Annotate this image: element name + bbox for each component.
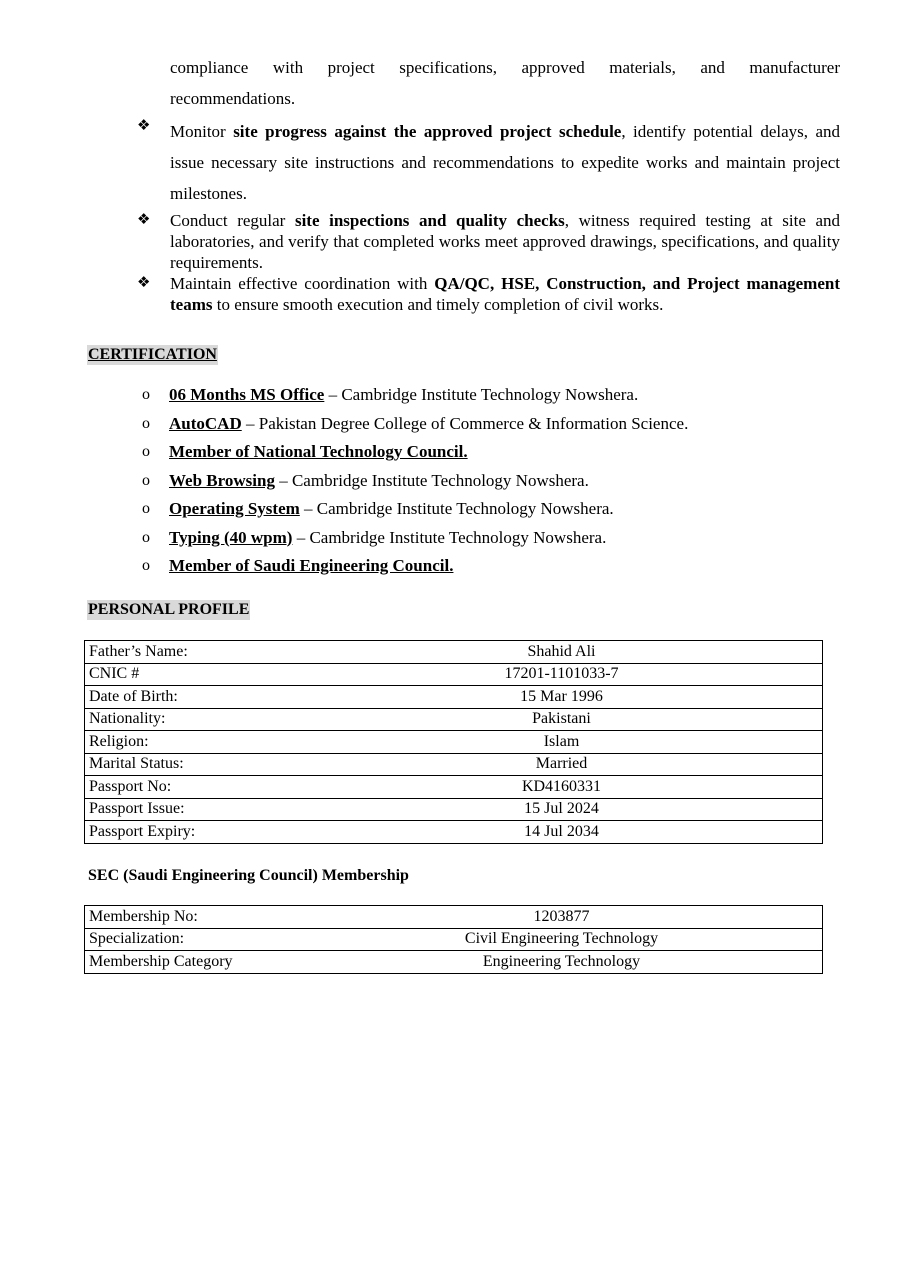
row-label: Membership Category — [85, 951, 302, 974]
row-label: Father’s Name: — [85, 641, 302, 664]
table-row — [85, 708, 823, 731]
table-row — [85, 731, 823, 754]
continued-paragraph — [170, 52, 840, 114]
sec-membership-table — [84, 905, 823, 974]
continued-line-1: compliance with project specifications, approved materials, and manufacturer — [170, 58, 840, 77]
circle-bullet-icon: o — [142, 471, 150, 489]
continued-line-2: recommendations. — [170, 89, 296, 108]
diamond-bullet-icon: ❖ — [137, 273, 151, 291]
row-value: Pakistani — [301, 708, 823, 731]
row-label: Passport Issue: — [85, 798, 302, 821]
circle-bullet-icon: o — [142, 528, 150, 546]
circle-bullet-icon: o — [142, 386, 150, 403]
sec-membership-heading: SEC (Saudi Engineering Council) Membership — [88, 867, 409, 884]
table-row — [85, 928, 823, 951]
list-item: o Member of National Technology Council. — [142, 440, 842, 469]
table-row — [85, 663, 823, 686]
row-label: CNIC # — [85, 663, 302, 686]
table-row — [85, 821, 823, 844]
table-row — [85, 753, 823, 776]
bullet-text: Maintain effective coordination with QA/QC, HSE, Construction, and Project management teams to ensure smooth execution and timely completion of civil works. — [170, 274, 840, 314]
row-label: Date of Birth: — [85, 686, 302, 709]
row-value: Civil Engineering Technology — [301, 928, 823, 951]
row-label: Passport No: — [85, 776, 302, 799]
row-label: Religion: — [85, 731, 302, 754]
row-label: Passport Expiry: — [85, 821, 302, 844]
list-item: o Typing (40 wpm) – Cambridge Institute Technology Nowshera. — [142, 526, 842, 555]
circle-bullet-icon: o — [142, 557, 150, 574]
diamond-bullet-icon: ❖ — [137, 210, 151, 228]
table-row — [85, 686, 823, 709]
row-label: Marital Status: — [85, 753, 302, 776]
certification-heading: CERTIFICATION — [88, 346, 217, 363]
table-row — [85, 798, 823, 821]
bullet-text: Conduct regular site inspections and quality checks, witness required testing at site and laboratories, and verify that completed works meet approved drawings, specifications, and quality requirements. — [170, 211, 841, 272]
table-row — [85, 906, 823, 929]
bullet-text: Monitor site progress against the approved project schedule, identify potential delays, and issue necessary site instructions and recommendations to expedite works and maintain project milestones. — [170, 122, 840, 203]
row-value: 15 Jul 2024 — [301, 798, 823, 821]
list-item: o 06 Months MS Office – Cambridge Institute Technology Nowshera. — [142, 383, 842, 412]
row-value: Married — [301, 753, 823, 776]
table-row — [85, 776, 823, 799]
row-value: Shahid Ali — [301, 641, 823, 664]
list-item: o Web Browsing – Cambridge Institute Technology Nowshera. — [142, 469, 842, 498]
certification-list — [142, 383, 842, 583]
list-item: o AutoCAD – Pakistan Degree College of Commerce & Information Science. — [142, 412, 842, 441]
table-row — [85, 641, 823, 664]
row-value: 15 Mar 1996 — [301, 686, 823, 709]
circle-bullet-icon: o — [142, 443, 150, 460]
row-value: Islam — [301, 731, 823, 754]
personal-profile-heading: PERSONAL PROFILE — [88, 601, 250, 618]
row-value: Engineering Technology — [301, 951, 823, 974]
row-value: KD4160331 — [301, 776, 823, 799]
row-label: Nationality: — [85, 708, 302, 731]
list-item: o Operating System – Cambridge Institute Technology Nowshera. — [142, 497, 842, 526]
circle-bullet-icon: o — [142, 500, 150, 517]
personal-profile-table — [84, 640, 823, 844]
row-label: Specialization: — [85, 928, 302, 951]
row-label: Membership No: — [85, 906, 302, 929]
table-row — [85, 951, 823, 974]
list-item: o Member of Saudi Engineering Council. — [142, 554, 842, 583]
row-value: 1203877 — [301, 906, 823, 929]
row-value: 17201-1101033-7 — [301, 663, 823, 686]
circle-bullet-icon: o — [142, 414, 150, 432]
row-value: 14 Jul 2034 — [301, 821, 823, 844]
diamond-bullet-icon: ❖ — [137, 116, 151, 134]
